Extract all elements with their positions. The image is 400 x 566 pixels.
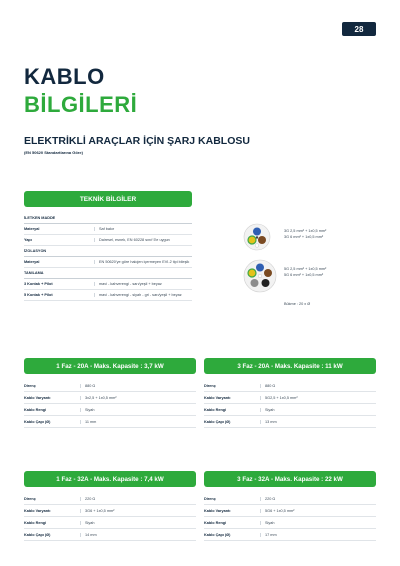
card-label: Direnç: [204, 383, 216, 388]
spec-row: [24, 279, 192, 290]
card-row: [204, 392, 376, 404]
card-row: [204, 529, 376, 541]
spec-value: mavi - kahverengi - sarı/yeşil + beyaz: [94, 282, 192, 286]
spec-section-conductor: [24, 213, 192, 224]
spec-row: [24, 224, 192, 235]
card-value: 880 Ω: [260, 384, 376, 388]
card-label: Kablo Çapı (Ø): [24, 419, 51, 424]
spec-value: Saf bakır: [94, 227, 192, 231]
card-value: 220 Ω: [80, 497, 196, 501]
card-row: [24, 493, 196, 505]
cable-cross-section-5-core-icon: [242, 258, 278, 294]
cable-5-core-label: [284, 266, 326, 278]
card-label: Direnç: [24, 496, 36, 501]
spec-section-label: İZOLASYON: [24, 249, 47, 253]
page-title-line-2: BİLGİLERİ: [24, 92, 138, 117]
card-value: 5G6 + 1x0,5 mm²: [260, 509, 376, 513]
card-value: 880 Ω: [80, 384, 196, 388]
capacity-card-header: 3 Faz - 32A - Maks. Kapasite : 22 kW: [204, 471, 376, 487]
spec-section-label: İLETKEN MADDE: [24, 216, 56, 220]
capacity-card-4: [204, 471, 376, 541]
capacity-card-2: [204, 358, 376, 428]
tech-spec-table: [24, 213, 192, 301]
card-row: [24, 404, 196, 416]
capacity-card-header: 1 Faz - 20A - Maks. Kapasite : 3,7 kW: [24, 358, 196, 374]
card-row: [204, 505, 376, 517]
card-row: [24, 529, 196, 541]
card-label: Direnç: [24, 383, 36, 388]
card-row: [204, 493, 376, 505]
card-label: Kablo Varyantı: [24, 395, 51, 400]
capacity-card-3: [24, 471, 196, 541]
card-value: 14 mm: [80, 533, 196, 537]
card-row: [204, 416, 376, 428]
bend-radius-note: Bükme : 20 x Ø: [284, 302, 311, 306]
card-value: 17 mm: [260, 533, 376, 537]
card-label: Kablo Varyantı: [204, 395, 231, 400]
spec-label: Yapı: [24, 238, 32, 242]
card-value: 3G6 + 1x0,5 mm²: [80, 509, 196, 513]
cable-spec-line: 3G 6 mm² + 1x0,5 mm²: [284, 235, 324, 240]
spec-value: EN 50620'ye göre halojen içermeyen EVI-2 tipi bileşik: [94, 260, 192, 264]
spec-row: [24, 235, 192, 246]
card-label: Kablo Çapı (Ø): [24, 532, 51, 537]
card-label: Kablo Varyantı: [24, 508, 51, 513]
card-row: [24, 392, 196, 404]
standard-note: (EN 50620 Standartlarına Göre): [24, 150, 83, 155]
card-label: Kablo Rengi: [24, 407, 47, 412]
card-label: Kablo Rengi: [204, 407, 227, 412]
card-row: [24, 505, 196, 517]
cable-spec-line: 5G 6 mm² + 1x0,5 mm²: [284, 273, 324, 278]
card-label: Kablo Çapı (Ø): [204, 419, 231, 424]
card-label: Kablo Çapı (Ø): [204, 532, 231, 537]
spec-value: mavi - kahverengi - siyah - gri - sarı/yeşil + beyaz: [94, 293, 192, 297]
cable-spec-line: 3G 2,5 mm² + 1x0,5 mm²: [284, 229, 327, 233]
spec-row: [24, 290, 192, 301]
card-value: Siyah: [80, 521, 196, 525]
spec-section-label: TANILAMA: [24, 271, 44, 275]
card-row: [24, 517, 196, 529]
card-value: Siyah: [80, 408, 196, 412]
card-value: Siyah: [260, 521, 376, 525]
card-value: 220 Ω: [260, 497, 376, 501]
cable-3-core-label: [284, 228, 326, 240]
section-subtitle: ELEKTRİKLİ ARAÇLAR İÇİN ŞARJ KABLOSU: [24, 135, 250, 147]
spec-label: Materyal: [24, 227, 40, 231]
card-value: 13 mm: [260, 420, 376, 424]
spec-value: Dairesel, esnek, EN 60228 sınıf 5'e uygun: [94, 238, 192, 242]
cable-spec-line: 5G 2,5 mm² + 1x0,5 mm²: [284, 267, 327, 271]
spec-row: [24, 257, 192, 268]
card-row: [24, 380, 196, 392]
spec-label: 3 Kontak + Pilot: [24, 282, 53, 286]
spec-label: 5 Kontak + Pilot: [24, 293, 53, 297]
capacity-card-header: 1 Faz - 32A - Maks. Kapasite : 7,4 kW: [24, 471, 196, 487]
card-value: 3x2,5 + 1x0,5 mm²: [80, 396, 196, 400]
capacity-card-header: 3 Faz - 20A - Maks. Kapasite : 11 kW: [204, 358, 376, 374]
spec-section-identification: [24, 268, 192, 279]
card-label: Kablo Rengi: [204, 520, 227, 525]
card-value: 11 mm: [80, 420, 196, 424]
spec-section-insulation: [24, 246, 192, 257]
card-row: [204, 380, 376, 392]
card-label: Kablo Varyantı: [204, 508, 231, 513]
card-label: Direnç: [204, 496, 216, 501]
card-value: Siyah: [260, 408, 376, 412]
card-value: 5G2,5 + 1x0,5 mm²: [260, 396, 376, 400]
tech-info-header: TEKNİK BİLGİLER: [24, 191, 192, 207]
card-row: [24, 416, 196, 428]
page-title-line-1: KABLO: [24, 64, 105, 89]
card-row: [204, 404, 376, 416]
card-label: Kablo Rengi: [24, 520, 47, 525]
page-number: 28: [342, 22, 376, 36]
capacity-card-1: [24, 358, 196, 428]
card-row: [204, 517, 376, 529]
cable-cross-section-3-core-icon: [242, 222, 272, 252]
spec-label: Materyal: [24, 260, 40, 264]
